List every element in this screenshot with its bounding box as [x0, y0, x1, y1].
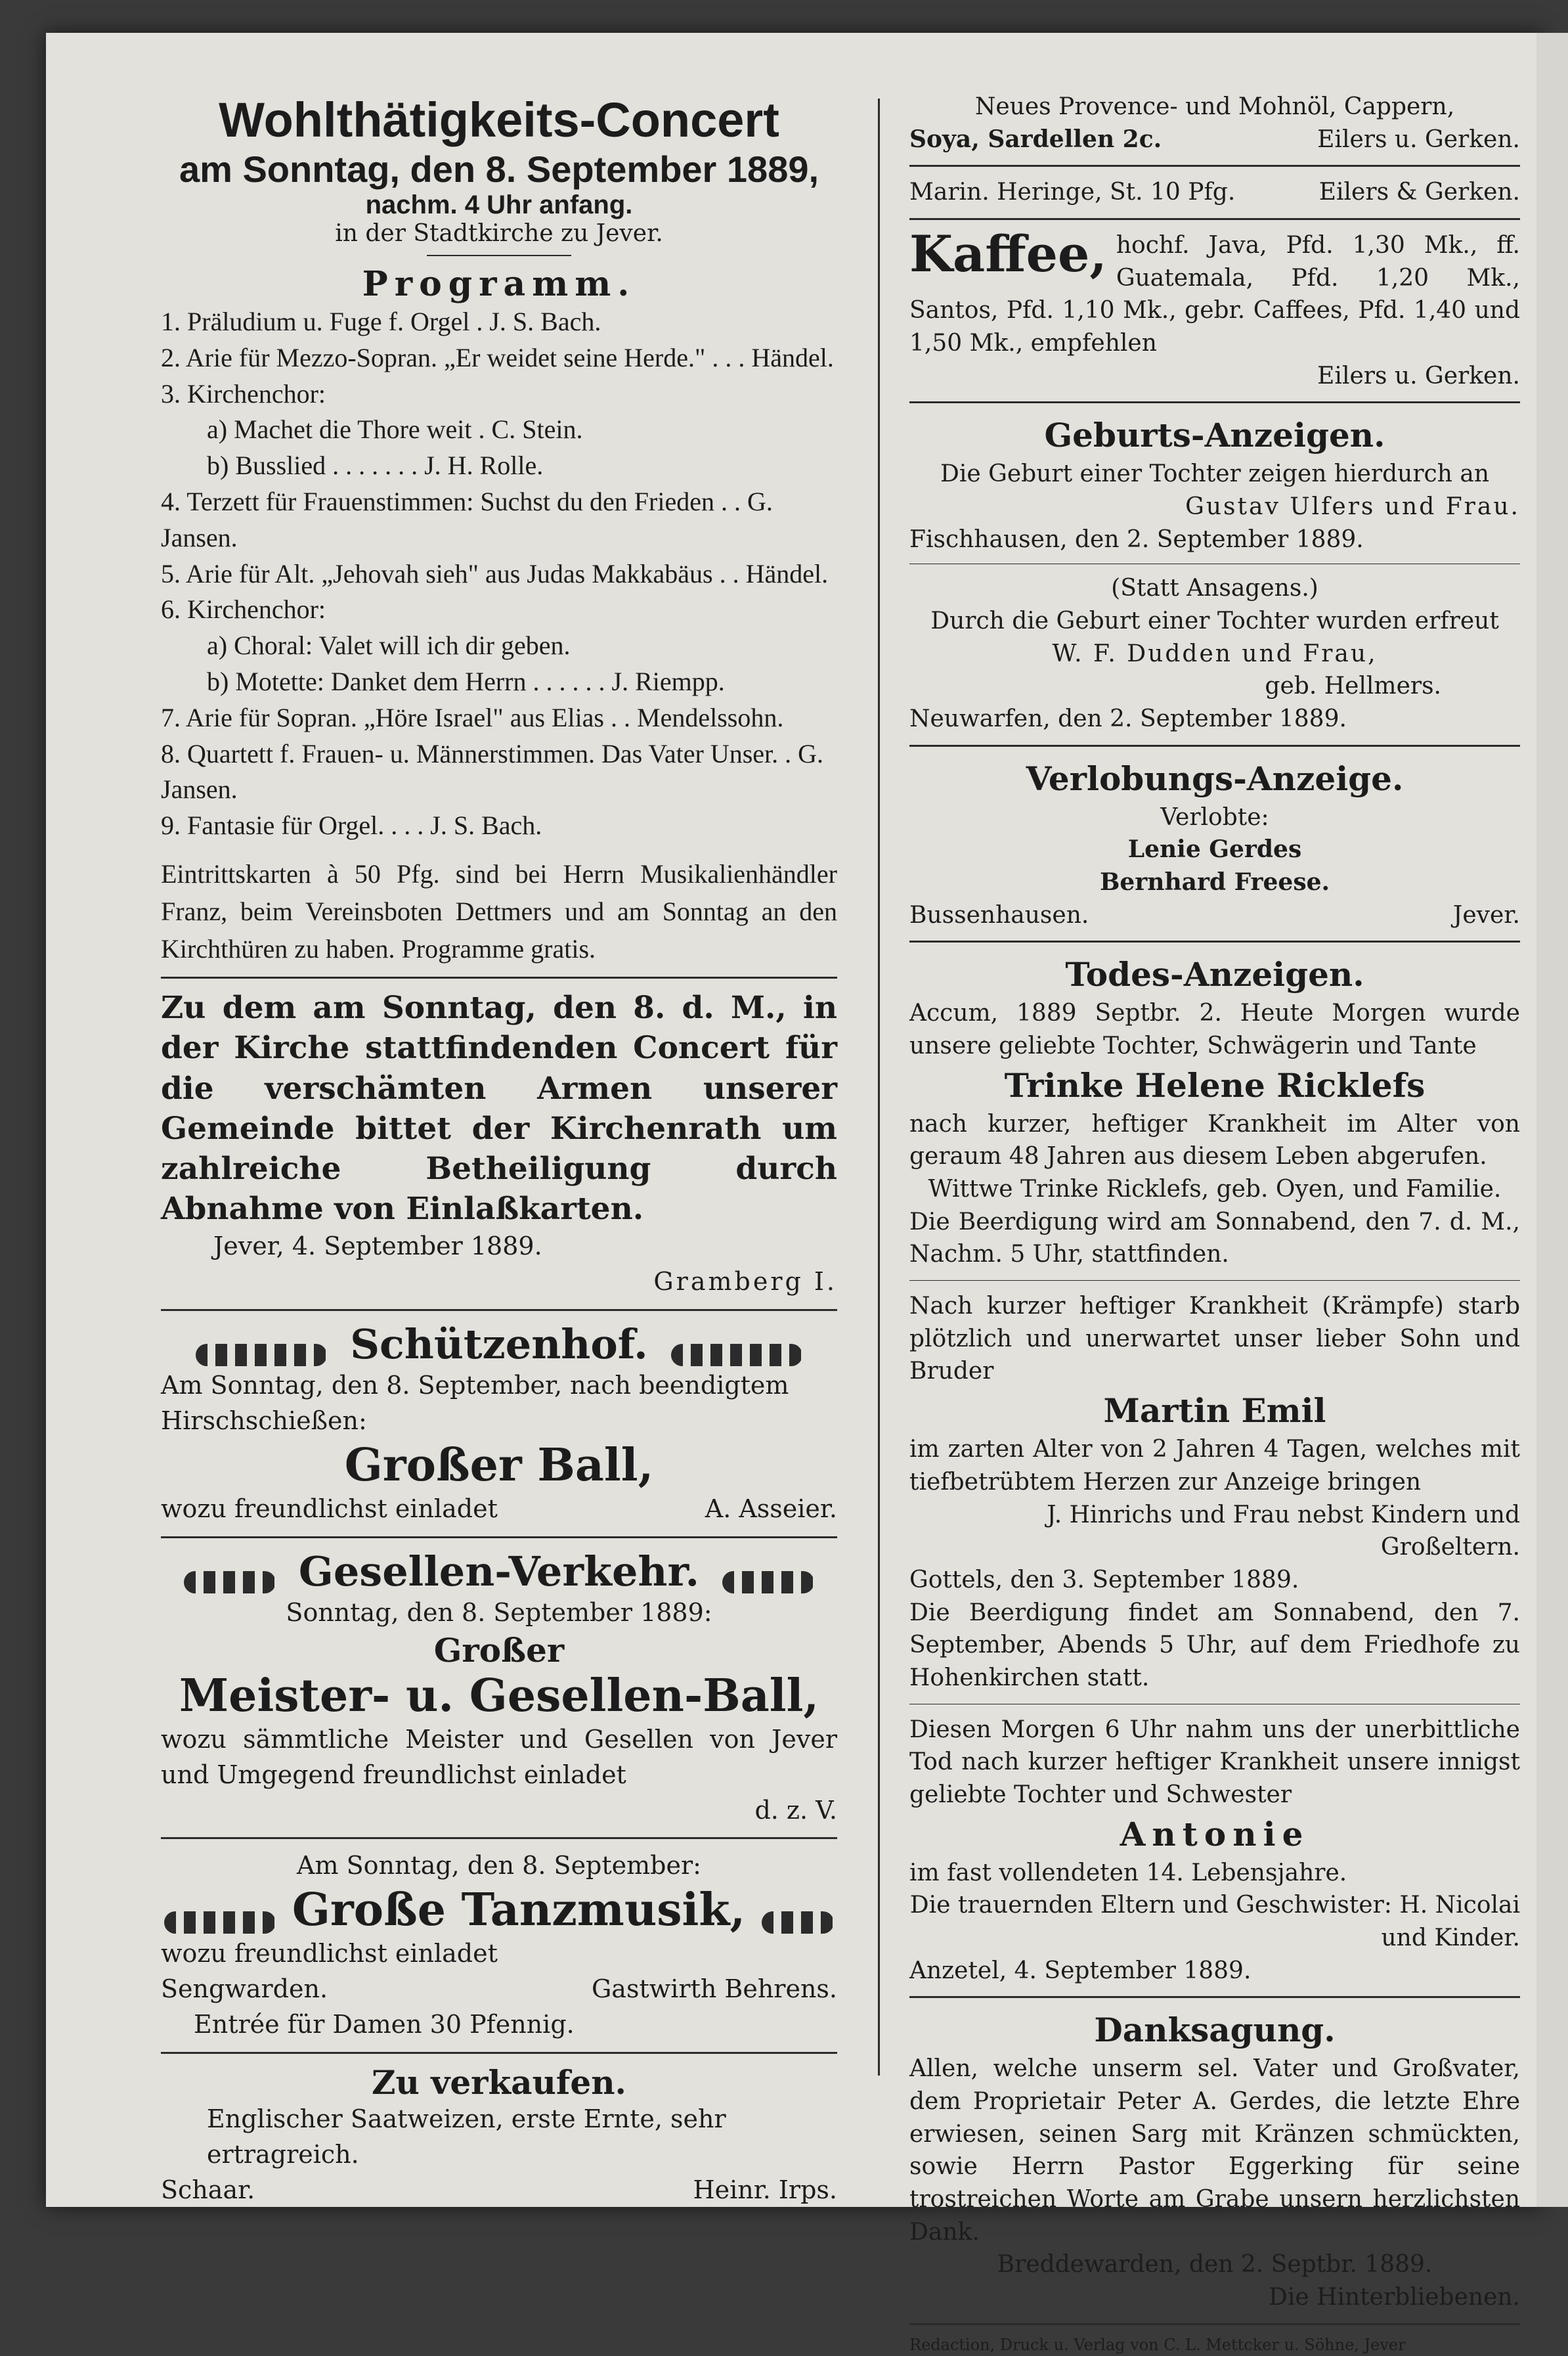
verkauf-sign: Heinr. Irps.: [693, 2175, 837, 2205]
verkauf-place: Schaar.: [161, 2175, 255, 2205]
schuetzenhof-title: Schützenhof.: [350, 1320, 648, 1368]
program-item: 2. Arie für Mezzo-Sopran. „Er weidet seine Herde." . . . Händel.: [161, 342, 834, 372]
divider: [161, 1837, 837, 1839]
kaffee-text: hochf. Java, Pfd. 1,30 Mk., ff. Guatemala, Pfd. 1,20 Mk., Santos, Pfd. 1,10 Mk., gebr. Caffees, Pfd. 1,40 und 1,50 Mk., empfehlen: [909, 232, 1520, 357]
geburt2-text: Durch die Geburt einer Tochter wurden erfreut: [930, 608, 1499, 635]
schuetzenhof-ad: [161, 1320, 837, 1368]
concert-title: Wohlthätigkeits-Concert: [219, 93, 779, 147]
concert-time: nachm. 4 Uhr anfang.: [365, 190, 633, 219]
tanz-big: Große Tanzmusik,: [292, 1884, 746, 1937]
concert-date: am Sonntag, den 8. September 1889,: [179, 148, 819, 190]
dank-heading: Danksagung.: [1094, 2011, 1336, 2050]
tanz-date: Am Sonntag, den 8. September:: [297, 1851, 701, 1880]
pointing-hand-ornament-icon: [671, 1344, 802, 1366]
ad-herring-sign: Eilers & Gerken.: [1318, 179, 1520, 206]
verkauf-title: Zu verkaufen.: [372, 2063, 626, 2102]
tod2-sign: J. Hinrichs und Frau nebst Kindern und Großeltern.: [1047, 1501, 1520, 1561]
kaffee-sign: Eilers u. Gerken.: [1317, 362, 1520, 389]
ad-oil-sign: Eilers u. Gerken.: [1317, 125, 1520, 153]
program-item: 8. Quartett f. Frauen- u. Männerstimmen. Das Vater Unser. . G. Jansen.: [161, 738, 824, 805]
dank-text: Allen, welche unserm sel. Vater und Großvater, dem Proprietair Peter A. Gerdes, die letzte Ehre erwiesen, seinen Sarg mit Kränzen schmückten, sowie Herrn Pastor Eggerking für seine trostreichen Worte am Grabe unsern herzlichsten Dank.: [909, 2055, 1520, 2246]
geburt2-note: (Statt Ansagens.): [1111, 575, 1318, 602]
divider: [909, 1280, 1520, 1281]
program-item: 7. Arie für Sopran. „Höre Israel" aus Elias . . Mendelssohn.: [161, 702, 784, 732]
gesellen-title: Gesellen-Verkehr.: [298, 1547, 700, 1595]
program-item: 4. Terzett für Frauenstimmen: Suchst du den Frieden . . G. Jansen.: [161, 486, 773, 552]
tod2-place: Gottels, den 3. September 1889.: [909, 1566, 1299, 1593]
divider: [161, 1536, 837, 1538]
divider: [909, 218, 1520, 220]
tod2-name: Martin Emil: [1103, 1391, 1326, 1431]
dank-sign: Die Hinterbliebenen.: [1268, 2283, 1520, 2311]
divider: [909, 745, 1520, 747]
divider: [427, 255, 571, 256]
program-item: 1. Präludium u. Fuge f. Orgel . J. S. Bach.: [161, 307, 601, 336]
program-item: b) Motette: Danket dem Herrn . . . . . . J. Riempp.: [207, 666, 725, 696]
appeal-signature: Gramberg I.: [653, 1266, 837, 1296]
column-divider: [878, 99, 880, 2076]
verlobung-name2: Bernhard Freese.: [1099, 868, 1330, 897]
todes-heading: Todes-Anzeigen.: [1065, 955, 1364, 994]
right-column: [909, 53, 1520, 2356]
divider: [909, 941, 1520, 943]
program-item: a) Machet die Thore weit . C. Stein.: [207, 414, 583, 445]
pointing-hand-ornament-icon: [196, 1344, 327, 1366]
tod1-text: nach kurzer, heftiger Krankheit im Alter von geraum 48 Jahren aus diesem Leben abgerufen.: [909, 1110, 1520, 1170]
divider: [161, 1309, 837, 1311]
program-item: b) Busslied . . . . . . . J. H. Rolle.: [207, 451, 544, 481]
divider: [909, 1996, 1520, 1998]
ornament-icon: [164, 1911, 276, 1934]
tanz-sign: Gastwirth Behrens.: [591, 1974, 837, 2004]
gesellen-sign: d. z. V.: [754, 1795, 837, 1825]
geburt1-place: Fischhausen, den 2. September 1889.: [909, 525, 1364, 553]
tod3-intro: Diesen Morgen 6 Uhr nahm uns der unerbittliche Tod nach kurzer heftiger Krankheit unsere innigst geliebte Tochter und Schwester: [909, 1716, 1520, 1808]
schuetzenhof-big: Großer Ball,: [344, 1438, 654, 1492]
program-item: 9. Fantasie für Orgel. . . . J. S. Bach.: [161, 811, 542, 841]
verlobung-heading: Verlobungs-Anzeige.: [1026, 759, 1404, 798]
ad-oil-line1: Neues Provence- und Mohnöl, Cappern,: [974, 93, 1455, 120]
tod2-burial: Die Beerdigung findet am Sonnabend, den 7. September, Abends 5 Uhr, auf dem Friedhofe zu Hohenkirchen statt.: [909, 1599, 1520, 1691]
tod3-name: Antonie: [1120, 1814, 1310, 1854]
imprint: Redaction, Druck u. Verlag von C. L. Mettcker u. Söhne, Jever: [909, 2335, 1406, 2354]
geburt-heading: Geburts-Anzeigen.: [1044, 416, 1385, 455]
tod3-place: Anzetel, 4. September 1889.: [909, 1957, 1252, 1984]
geburt1-names: Gustav Ulfers und Frau.: [1185, 493, 1520, 521]
schuetzenhof-sign: A. Asseier.: [705, 1494, 837, 1523]
tod1-intro: Accum, 1889 Septbr. 2. Heute Morgen wurde unsere geliebte Tochter, Schwägerin und Tante: [909, 1000, 1520, 1060]
program-item: a) Choral: Valet will ich dir geben.: [207, 631, 571, 661]
verkauf-text: Englischer Saatweizen, erste Ernte, sehr ertragreich.: [207, 2104, 726, 2169]
divider: [909, 2323, 1520, 2325]
gesellen-pre: Großer: [433, 1630, 565, 1670]
gesellen-date: Sonntag, den 8. September 1889:: [286, 1597, 712, 1627]
divider: [909, 165, 1520, 167]
divider: [161, 2052, 837, 2054]
adjacent-page-edge: [1536, 33, 1568, 2207]
geburt2-names: W. F. Dudden und Frau,: [1052, 640, 1378, 667]
schuetzenhof-text: Am Sonntag, den 8. September, nach beendigtem Hirschschießen:: [161, 1370, 789, 1435]
scroll-ornament-icon: [722, 1571, 814, 1593]
tod1-name: Trinke Helene Ricklefs: [1004, 1065, 1426, 1105]
tod2-text: im zarten Alter von 2 Jahren 4 Tagen, welches mit tiefbetrübtem Herzen zur Anzeige bringen: [909, 1436, 1520, 1496]
scroll-ornament-icon: [184, 1571, 276, 1593]
gesellen-big: Meister- u. Gesellen-Ball,: [179, 1669, 819, 1722]
appeal-date: Jever, 4. September 1889.: [213, 1231, 542, 1260]
divider: [909, 401, 1520, 403]
tod3-text: im fast vollendeten 14. Lebensjahre.: [909, 1859, 1347, 1886]
concert-place: in der Stadtkirche zu Jever.: [335, 220, 663, 247]
verlobung-label: Verlobte:: [1160, 803, 1269, 831]
geburt1-text: Die Geburt einer Tochter zeigen hierdurch an: [940, 460, 1489, 488]
tanz-entry: Entrée für Damen 30 Pfennig.: [194, 2010, 575, 2039]
kaffee-title: Kaffee,: [909, 225, 1107, 284]
tod1-burial: Die Beerdigung wird am Sonnabend, den 7. d. M., Nachm. 5 Uhr, stattfinden.: [909, 1208, 1520, 1268]
geburt2-nee: geb. Hellmers.: [1265, 673, 1441, 700]
tanz-place: Sengwarden.: [161, 1974, 328, 2004]
program-list: [161, 304, 837, 844]
tod1-sign: Wittwe Trinke Ricklefs, geb. Oyen, und Familie.: [928, 1176, 1502, 1203]
ad-oil-line2: Soya, Sardellen 2c.: [909, 125, 1162, 153]
tod3-sign: Die trauernden Eltern und Geschwister: H. Nicolai und Kinder.: [909, 1892, 1520, 1951]
tickets-text: Eintrittskarten à 50 Pfg. sind bei Herrn Musikalienhändler Franz, beim Vereinsboten Dettmers und am Sonntag an den Kirchthüren zu haben. Programme gratis.: [161, 858, 837, 964]
gesellen-invite: wozu sämmtliche Meister und Gesellen von Jever und Umgegend freundlichst einladet: [161, 1724, 837, 1789]
program-heading: Programm.: [362, 264, 636, 304]
verlobung-place1: Bussenhausen.: [909, 901, 1089, 929]
program-item: 3. Kirchenchor:: [161, 378, 326, 409]
tanz-invite: wozu freundlichst einladet: [161, 1939, 498, 1968]
ornament-icon: [762, 1911, 834, 1934]
geburt2-place: Neuwarfen, den 2. September 1889.: [909, 705, 1347, 733]
verlobung-place2: Jever.: [1452, 901, 1520, 929]
verlobung-name1: Lenie Gerdes: [1127, 835, 1302, 864]
program-item: 5. Arie für Alt. „Jehovah sieh" aus Judas Makkabäus . . Händel.: [161, 558, 829, 589]
ad-herring-text: Marin. Heringe, St. 10 Pfg.: [909, 179, 1236, 206]
divider: [161, 977, 837, 979]
program-item: 6. Kirchenchor:: [161, 594, 326, 625]
schuetzenhof-invite: wozu freundlichst einladet: [161, 1494, 498, 1523]
appeal-text: Zu dem am Sonntag, den 8. d. M., in der Kirche stattfindenden Concert für die verschämten Armen unserer Gemeinde bittet der Kirchenrath um zahlreiche Betheiligung durch Abnahme von Einlaßkarten.: [161, 990, 837, 1227]
tod2-intro: Nach kurzer heftiger Krankheit (Krämpfe) starb plötzlich und unerwartet unser lieber Sohn und Bruder: [909, 1293, 1520, 1385]
dank-place: Breddewarden, den 2. Septbr. 1889.: [997, 2251, 1433, 2278]
left-column: [161, 53, 837, 2208]
